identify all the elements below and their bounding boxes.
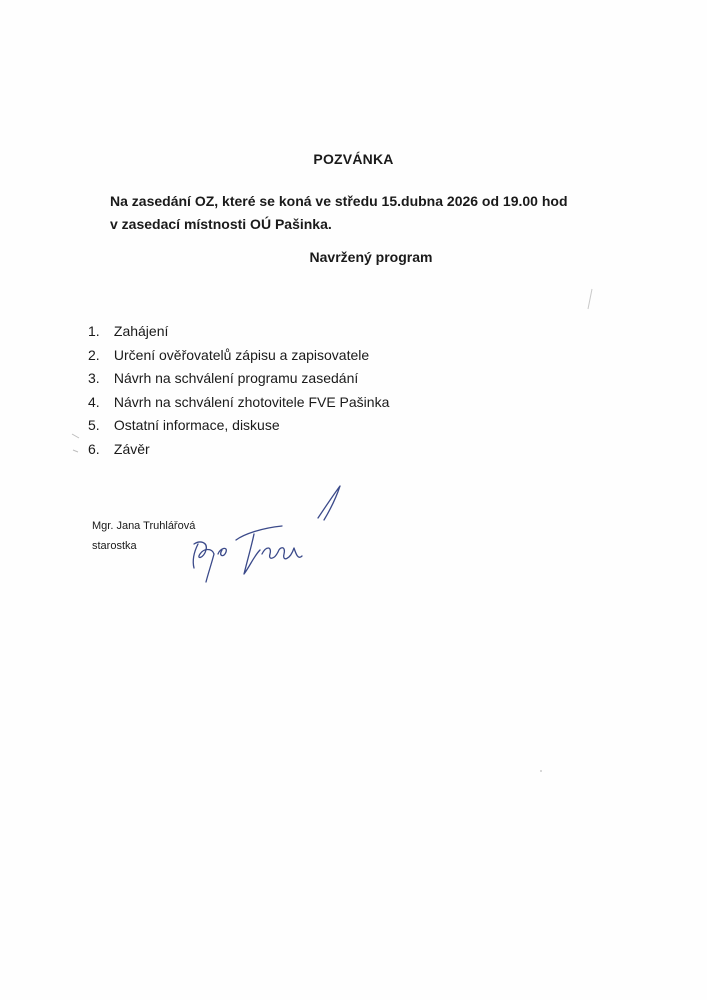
agenda-item-number: 6. bbox=[88, 440, 100, 457]
signer-role: starostka bbox=[92, 540, 137, 552]
agenda-item-text: Určení ověřovatelů zápisu a zapisovatele bbox=[113, 346, 370, 363]
agenda-item-number: 5. bbox=[88, 417, 100, 433]
agenda-item-number: 2. bbox=[88, 346, 100, 363]
invitation-text bbox=[110, 190, 630, 236]
scan-mark-line bbox=[588, 289, 592, 309]
document-title: POZVÁNKA bbox=[313, 151, 394, 167]
invitation-line-2: v zasedací místnosti OÚ Pašinka. bbox=[110, 216, 332, 232]
scan-mark-line bbox=[72, 434, 79, 452]
agenda-item-text: Návrh na schválení programu zasedání bbox=[113, 370, 359, 386]
agenda-list bbox=[88, 320, 389, 461]
scan-mark bbox=[538, 768, 544, 774]
agenda-item-number: 1. bbox=[88, 323, 100, 339]
agenda-item bbox=[88, 344, 389, 368]
agenda-item-number: 3. bbox=[88, 370, 100, 386]
scan-mark-dot bbox=[540, 770, 542, 772]
agenda-item-number: 4. bbox=[88, 393, 100, 410]
agenda-item-text: Návrh na schválení zhotovitele FVE Pašinka bbox=[113, 393, 390, 410]
agenda-item bbox=[88, 320, 389, 344]
agenda-item-text: Ostatní informace, diskuse bbox=[113, 417, 280, 433]
agenda-item bbox=[88, 414, 389, 438]
agenda-item bbox=[88, 367, 389, 391]
signer-name: Mgr. Jana Truhlářová bbox=[92, 520, 196, 532]
signature-stroke bbox=[193, 542, 214, 582]
agenda-item-text: Zahájení bbox=[113, 323, 169, 339]
agenda-item bbox=[88, 391, 389, 415]
signature-icon bbox=[178, 482, 358, 592]
scan-mark bbox=[586, 288, 594, 310]
signature-stroke bbox=[318, 486, 340, 520]
signature-stroke bbox=[262, 548, 302, 559]
signature-stroke bbox=[218, 548, 226, 555]
agenda-item bbox=[88, 438, 389, 462]
signature-stroke bbox=[236, 526, 282, 574]
invitation-line-1: Na zasedání OZ, které se koná ve středu 15.dubna 2026 od 19.00 hod bbox=[110, 193, 568, 209]
scan-mark bbox=[70, 430, 86, 454]
agenda-item-text: Závěr bbox=[113, 440, 150, 457]
program-heading: Navržený program bbox=[309, 249, 433, 265]
